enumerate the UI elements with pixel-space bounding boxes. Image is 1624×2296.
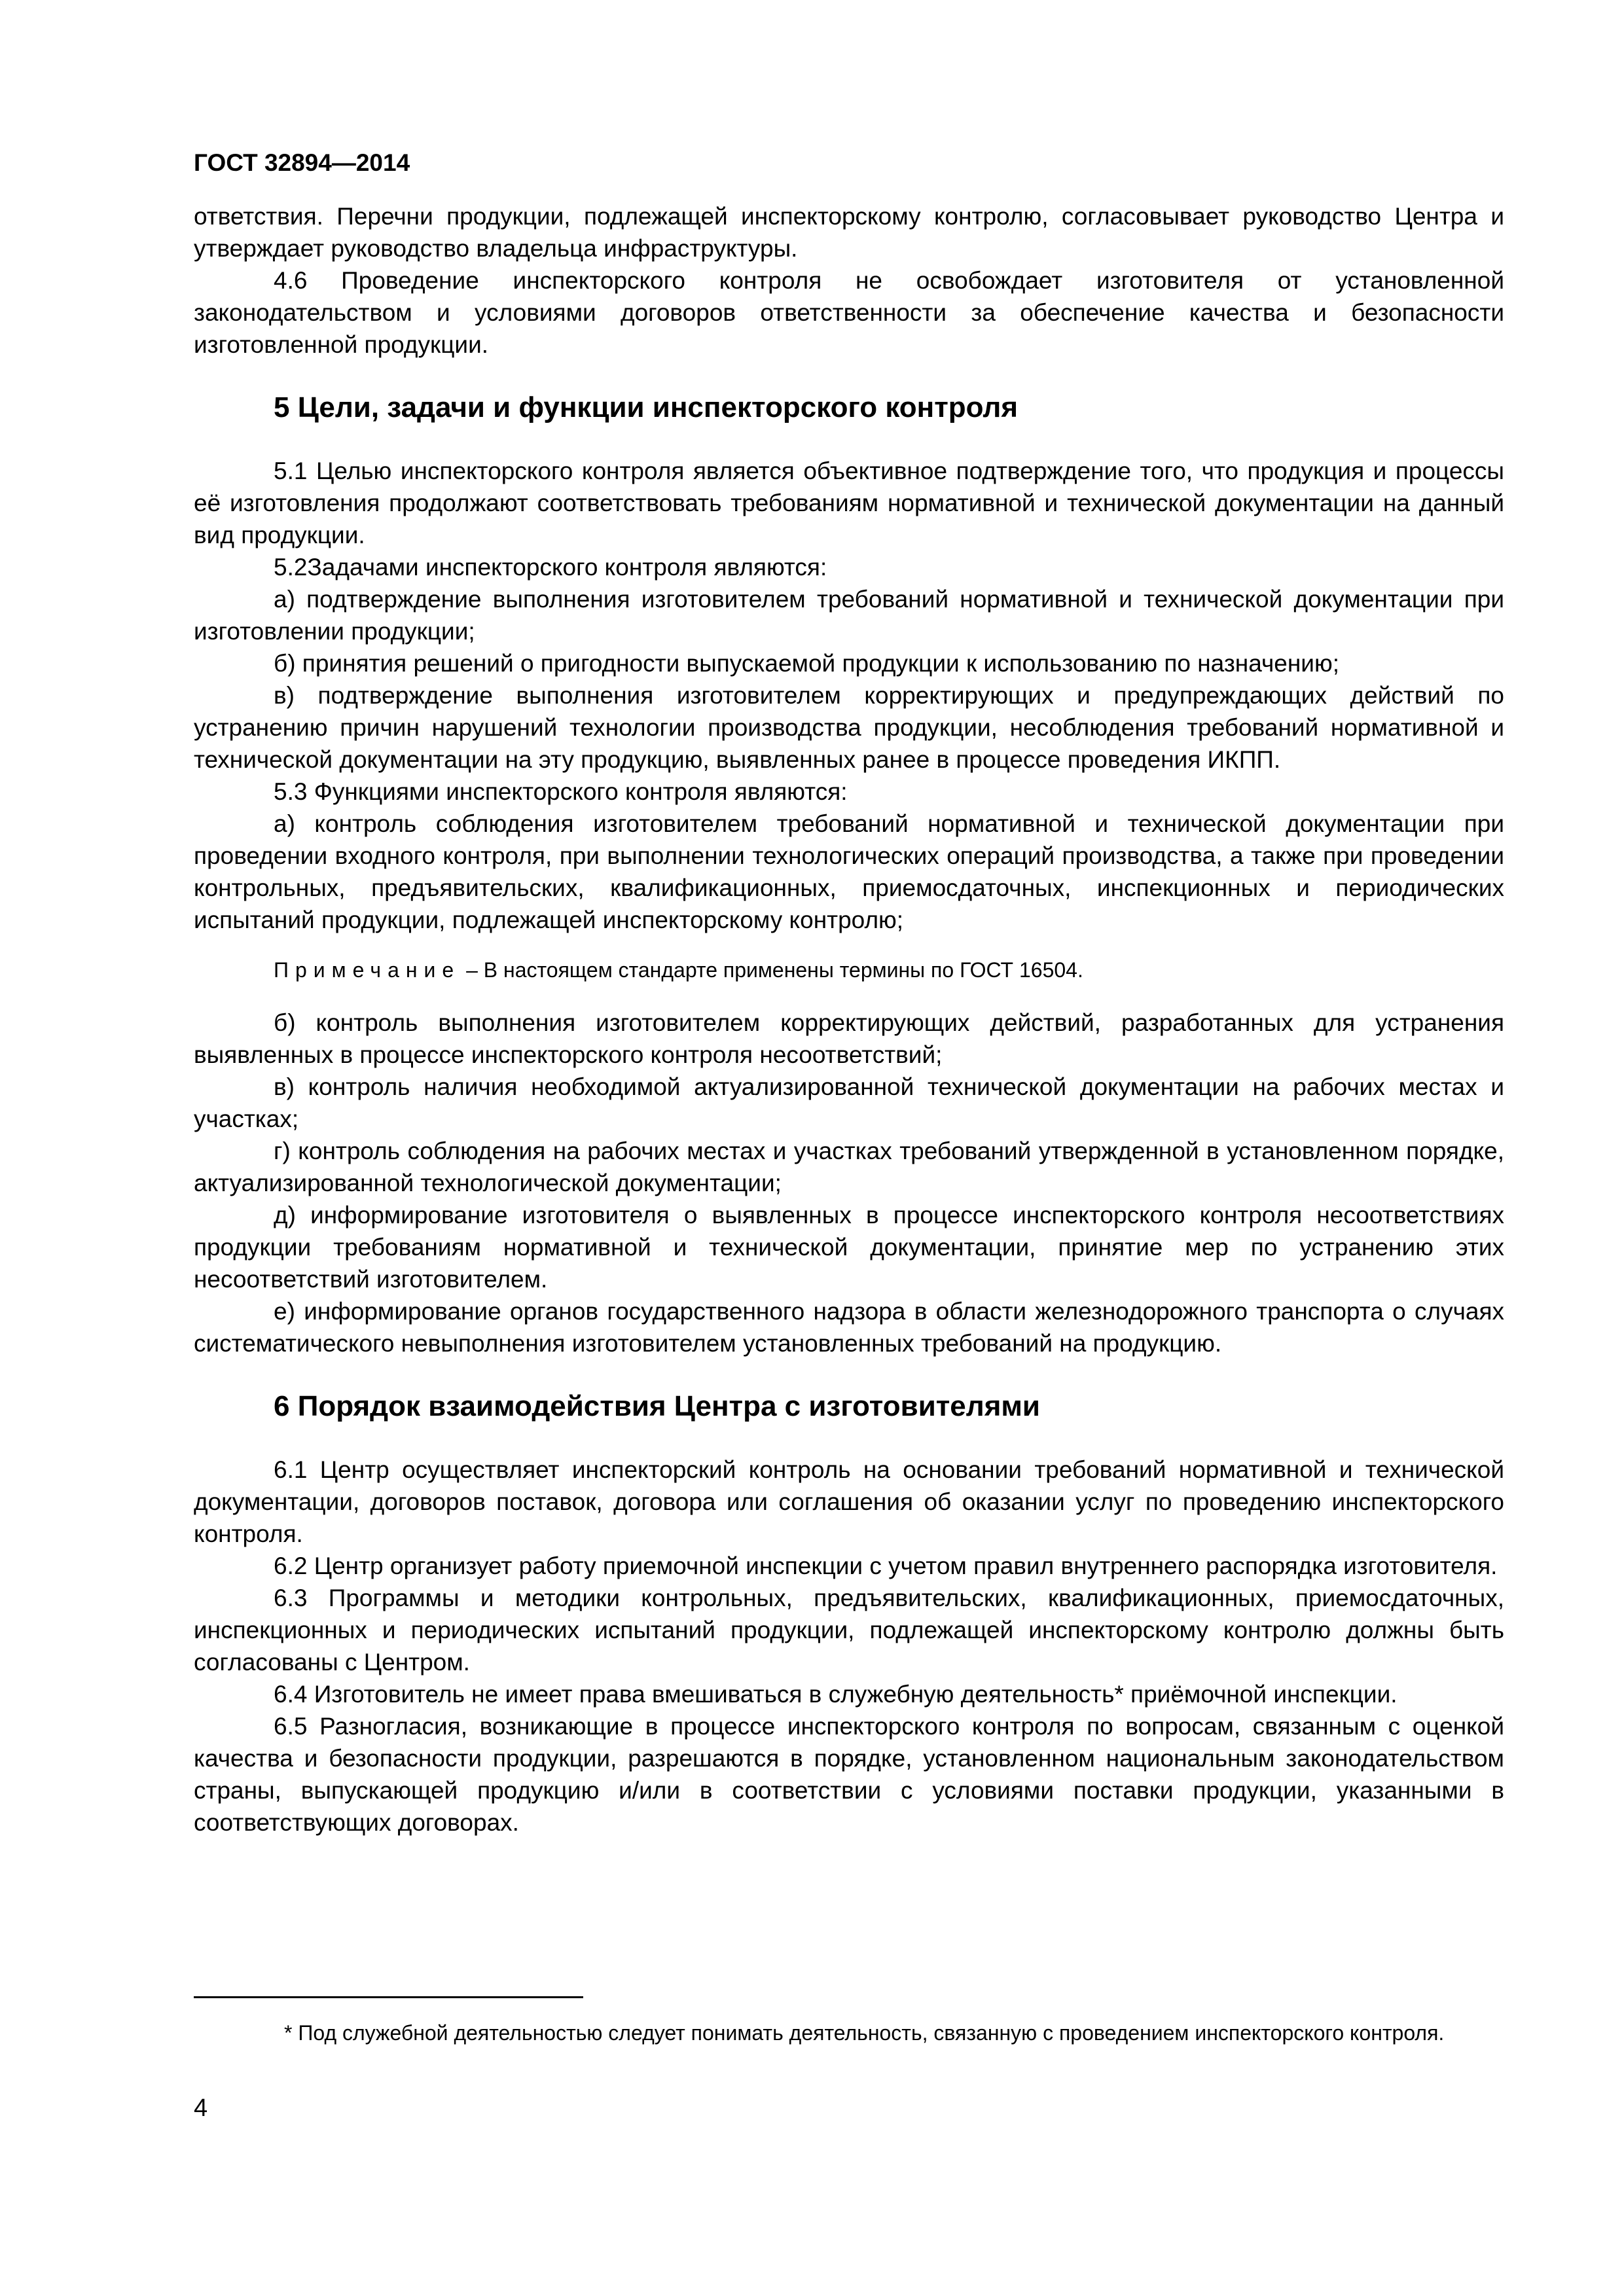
note xyxy=(194,956,1504,984)
note-label: Примечание xyxy=(274,958,461,982)
list-item-5-2-a: а) подтверждение выполнения изготовителем требований нормативной и технической документации при изготовлении продукции; xyxy=(194,586,1504,645)
paragraph-4-6: 4.6 Проведение инспекторского контроля не освобождает изготовителя от установленной законодательством и условиями договоров ответственности за обеспечение качества и безопасности изготовленной продукции. xyxy=(194,267,1504,358)
note-text: – В настоящем стандарте применены термины по ГОСТ 16504. xyxy=(460,958,1083,982)
page-number: 4 xyxy=(194,2094,208,2122)
list-item-5-3-v: в) контроль наличия необходимой актуализированной технической документации на рабочих местах и участках; xyxy=(194,1073,1504,1132)
paragraph-6-2: 6.2 Центр организует работу приемочной инспекции с учетом правил внутреннего распорядка изготовителя. xyxy=(274,1552,1498,1579)
section-6-heading: 6 Порядок взаимодействия Центра с изготовителями xyxy=(274,1390,1040,1422)
section-5-heading: 5 Цели, задачи и функции инспекторского контроля xyxy=(274,391,1019,423)
footnote-text: * Под служебной деятельностью следует понимать деятельность, связанную с проведением инспекторского контроля. xyxy=(284,2021,1445,2045)
list-item-5-3-g: г) контроль соблюдения на рабочих местах и участках требований утвержденной в установленном порядке, актуализированной технологической документации; xyxy=(194,1138,1504,1196)
list-item-5-3-e: е) информирование органов государственного надзора в области железнодорожного транспорта о случаях систематического невыполнения изготовителем установленных требований на продукцию. xyxy=(194,1298,1504,1357)
paragraph-5-1: 5.1 Целью инспекторского контроля является объективное подтверждение того, что продукция и процессы её изготовления продолжают соответствовать требованиям нормативной и технической документации на данный вид продукции. xyxy=(194,457,1504,548)
paragraph-5-3: 5.3 Функциями инспекторского контроля являются: xyxy=(274,778,848,805)
paragraph-6-1: 6.1 Центр осуществляет инспекторский контроль на основании требований нормативной и технической документации, договоров поставок, договора или соглашения об оказании услуг по проведению инспекторского контроля. xyxy=(194,1456,1504,1547)
list-item-5-3-b: б) контроль выполнения изготовителем корректирующих действий, разработанных для устранения выявленных в процессе инспекторского контроля несоответствий; xyxy=(194,1009,1504,1068)
footnote-area xyxy=(194,1996,1504,2047)
paragraph-6-5: 6.5 Разногласия, возникающие в процессе инспекторского контроля по вопросам, связанным с оценкой качества и безопасности продукции, разрешаются в порядке, установленном национальным законодательством страны, выпускающей продукцию и/или в соответствии с условиями поставки продукции, указанными в соответствующих договорах. xyxy=(194,1713,1504,1836)
paragraph-6-4: 6.4 Изготовитель не имеет права вмешиваться в служебную деятельность* приёмочной инспекции. xyxy=(274,1681,1398,1708)
footnote-divider xyxy=(194,1996,583,1998)
list-item-5-2-b: б) принятия решений о пригодности выпускаемой продукции к использованию по назначению; xyxy=(274,650,1339,677)
paragraph-s4-continuation: ответствия. Перечни продукции, подлежащей инспекторскому контролю, согласовывает руководство Центра и утверждает руководство владельца инфраструктуры. xyxy=(194,203,1504,262)
paragraph-5-2: 5.2Задачами инспекторского контроля являются: xyxy=(274,554,827,581)
list-item-5-3-d: д) информирование изготовителя о выявленных в процессе инспекторского контроля несоответствиях продукции требованиям нормативной и технической документации, принятие мер по устранению этих несоответствий изготовителем. xyxy=(194,1202,1504,1293)
document-header: ГОСТ 32894—2014 xyxy=(194,149,410,176)
document-page xyxy=(194,149,1504,1839)
list-item-5-2-v: в) подтверждение выполнения изготовителем корректирующих и предупреждающих действий по устранению причин нарушений технологии производства продукции, несоблюдения требований нормативной и технической документации на эту продукцию, выявленных ранее в процессе проведения ИКПП. xyxy=(194,682,1504,773)
list-item-5-3-a: а) контроль соблюдения изготовителем требований нормативной и технической документации при проведении входного контроля, при выполнении технологических операций производства, а также при проведении контрольных, предъявительских, квалификационных, приемосдаточных, инспекционных и периодических испытаний продукции, подлежащей инспекторскому контролю; xyxy=(194,810,1504,933)
paragraph-6-3: 6.3 Программы и методики контрольных, предъявительских, квалификационных, приемосдаточных, инспекционных и периодических испытаний продукции, подлежащей инспекторскому контролю должны быть согласованы с Центром. xyxy=(194,1585,1504,1676)
